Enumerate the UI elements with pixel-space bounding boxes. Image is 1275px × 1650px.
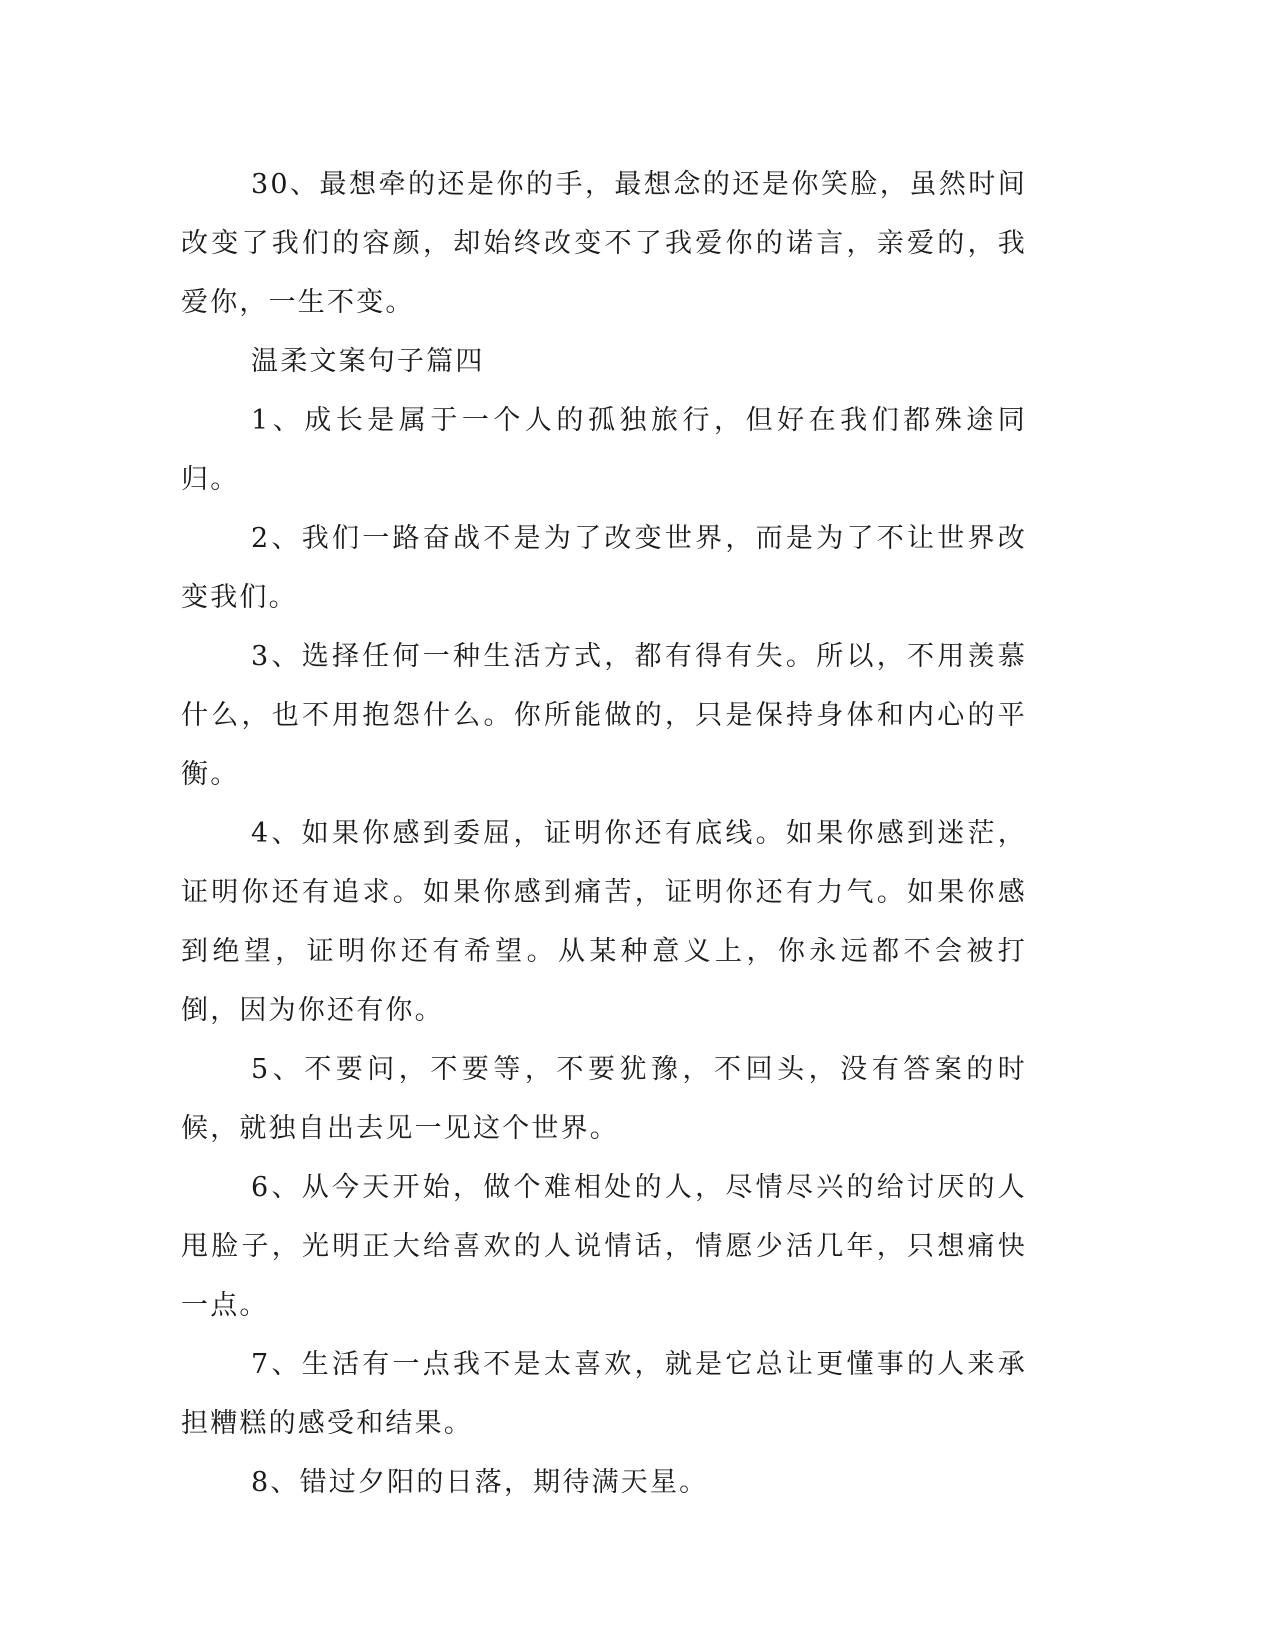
list-item-3: 3、选择任何一种生活方式，都有得有失。所以，不用羡慕什么，也不用抱怨什么。你所能做的，只是保持身体和内心的平衡。 <box>181 641 1027 790</box>
paragraph-30: 30、最想牵的还是你的手，最想念的还是你笑脸，虽然时间改变了我们的容颜，却始终改变不了我爱你的诺言，亲爱的，我爱你，一生不变。 <box>181 169 1027 318</box>
list-item-1: 1、成长是属于一个人的孤独旅行，但好在我们都殊途同归。 <box>181 405 1027 495</box>
list-item-2: 2、我们一路奋战不是为了改变世界，而是为了不让世界改变我们。 <box>181 523 1027 613</box>
list-item-4: 4、如果你感到委屈，证明你还有底线。如果你感到迷茫，证明你还有追求。如果你感到痛苦，证明你还有力气。如果你感到绝望，证明你还有希望。从某种意义上，你永远都不会被打倒，因为你还有你。 <box>181 818 1027 1026</box>
list-item-5: 5、不要问，不要等，不要犹豫，不回头，没有答案的时候，就独自出去见一见这个世界。 <box>181 1054 1027 1144</box>
list-item-6: 6、从今天开始，做个难相处的人，尽情尽兴的给讨厌的人甩脸子，光明正大给喜欢的人说情话，情愿少活几年，只想痛快一点。 <box>181 1172 1027 1321</box>
list-item-7: 7、生活有一点我不是太喜欢，就是它总让更懂事的人来承担糟糕的感受和结果。 <box>181 1349 1027 1439</box>
list-item-8: 8、错过夕阳的日落，期待满天星。 <box>251 1467 709 1498</box>
section-heading: 温柔文案句子篇四 <box>251 346 485 377</box>
document-body <box>181 155 1027 1512</box>
